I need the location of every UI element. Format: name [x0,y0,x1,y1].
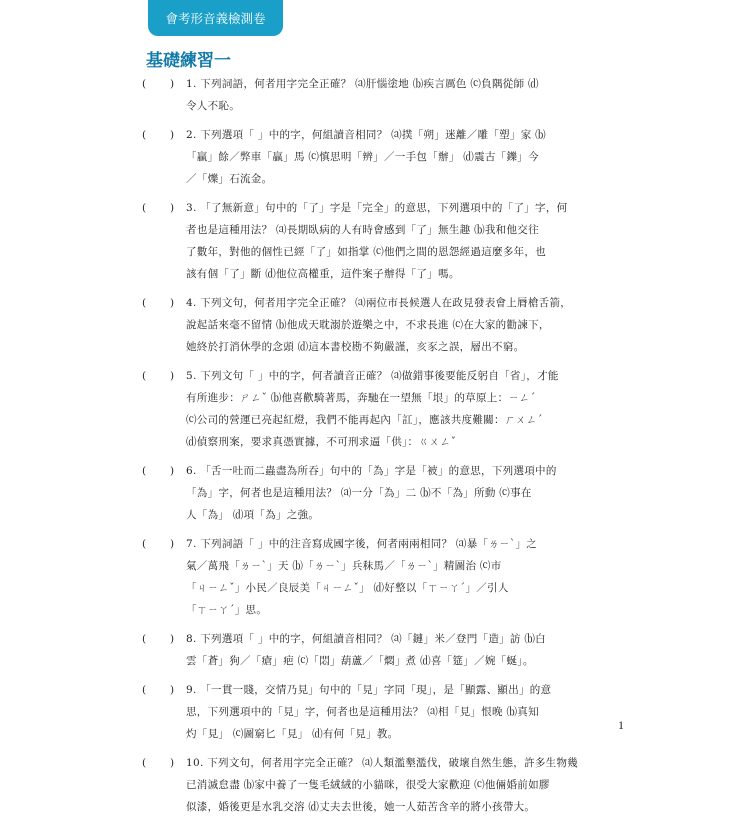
header-tab [148,0,283,36]
answer-paren-close: ) [170,370,175,382]
question-text-line: 人「為」 ⒟項「為」之強。 [186,509,320,521]
question-text-line: 令人不恥。 [186,100,240,112]
question-text-line: 了數年，對他的個性已經「了」如指掌 ⒞他們之間的恩怨經過這麼多年，也 [186,246,547,258]
answer-paren-open: ( [142,465,147,477]
answer-paren-open: ( [142,684,147,696]
question-item [142,628,630,672]
answer-paren-open: ( [142,757,147,769]
question-text-line: 「ㄒㄧㄚˊ」思。 [186,604,268,616]
question-text-line: ／「爍」石流金。 [186,173,273,185]
question-item [142,197,630,285]
answer-paren-close: ) [170,129,175,141]
question-text-line: 「ㄐㄧㄥˇ」小民／良辰美「ㄐㄧㄥˇ」 ⒟好整以「ㄒㄧㄚˊ」／引人 [186,582,509,594]
answer-paren-open: ( [142,370,147,382]
question-text-line: 9. 「一貫一賤，交情乃見」句中的「見」字同「現」，是「顯露、顯出」的意 [186,684,552,696]
question-item [142,292,630,358]
question-text-line: 她終於打消休學的念頭 ⒟這本書校勘不夠嚴謹，亥豕之誤，層出不窮。 [186,341,525,353]
question-item [142,460,630,526]
header-tab-label: 會考形音義檢測卷 [165,11,266,26]
page-number: 1 [618,718,624,732]
question-item [142,365,630,453]
answer-paren-open: ( [142,78,147,90]
question-text-line: 4. 下列文句，何者用字完全正確？ ⒜兩位市長候選人在政見發表會上脣槍舌箭， [186,297,572,309]
answer-paren-close: ) [170,538,175,550]
question-text-line: 「贏」餘／弊車「贏」馬 ⒞慎思明「辨」／一手包「辦」 ⒟震古「鑠」今 [186,151,539,163]
question-text-line: 6. 「舌一吐而二蟲盡為所吞」句中的「為」字是「被」的意思，下列選項中的 [186,465,557,477]
answer-paren-close: ) [170,633,175,645]
answer-paren-close: ) [170,684,175,696]
question-text-line: 說起話來毫不留情 ⒝他成天耽溺於遊樂之中，不求長進 ⒞在大家的勸諫下， [186,319,550,331]
question-text-line: 似漆，婚後更是水乳交溶 ⒟丈夫去世後，她一人茹苦含辛的將小孩帶大。 [186,801,536,813]
answer-paren-open: ( [142,297,147,309]
question-text-line: 氣／萬飛「ㄌㄧˋ」天 ⒝「ㄌㄧˋ」兵秣馬／「ㄌㄧˋ」精圖治 ⒞市 [186,560,502,572]
answer-paren-open: ( [142,202,147,214]
question-text-line: 2. 下列選項「 」中的字，何組讀音相同？ ⒜撲「朔」迷離／雕「塑」家 ⒝ [186,129,546,141]
answer-paren-open: ( [142,129,147,141]
section-title: 基礎練習一 [146,51,231,71]
question-text-line: 「為」字，何者也是這種用法？ ⒜一分「為」二 ⒝不「為」所動 ⒞事在 [186,487,532,499]
question-item [142,679,630,745]
question-item [142,124,630,190]
question-text-line: 3. 「了無新意」句中的「了」字是「完全」的意思，下列選項中的「了」字，何 [186,202,568,214]
question-text-line: 灼「見」 ⒞圖窮匕「見」 ⒟有何「見」教。 [186,728,399,740]
question-list [142,73,630,825]
answer-paren-close: ) [170,78,175,90]
question-text-line: 思，下列選項中的「見」字，何者也是這種用法？ ⒜相「見」恨晚 ⒝真知 [186,706,539,718]
question-text-line: 10. 下列文句，何者用字完全正確？ ⒜人類濫墾濫伐，破壞自然生態，許多生物幾 [186,757,579,769]
question-item [142,73,630,117]
question-text-line: 5. 下列文句「 」中的字，何者讀音正確？ ⒜做錯事後要能反躬自「省」，才能 [186,370,559,382]
answer-paren-open: ( [142,633,147,645]
answer-paren-open: ( [142,538,147,550]
question-text-line: ⒞公司的營運已亮起紅燈，我們不能再起內「訌」，應該共度難關：ㄏㄨㄥˊ [186,414,543,426]
question-text-line: 雲「蒼」狗／「瘡」疤 ⒞「悶」葫蘆／「燜」煮 ⒟喜「筵」／婉「蜒」。 [186,655,534,667]
answer-paren-close: ) [170,465,175,477]
question-text-line: ⒟偵察刑案，要求真憑實據，不可刑求逼「供」：ㄍㄨㄥˇ [186,436,457,448]
question-item [142,752,630,818]
question-text-line: 者也是這種用法？ ⒜長期臥病的人有時會感到「了」無生趣 ⒝我和他交往 [186,224,539,236]
question-item [142,533,630,621]
answer-paren-close: ) [170,297,175,309]
question-text-line: 7. 下列詞語「 」中的注音寫成國字後，何者兩兩相同？ ⒜暴「ㄌㄧˋ」之 [186,538,538,550]
question-text-line: 該有個「了」斷 ⒟他位高權重，這件案子辦得「了」嗎。 [186,268,460,280]
question-text-line: 8. 下列選項「 」中的字，何組讀音相同？ ⒜「鏈」米／登門「造」訪 ⒝白 [186,633,546,645]
question-text-line: 已消滅怠盡 ⒝家中養了一隻毛絨絨的小貓咪，很受大家歡迎 ⒞他倆婚前如膠 [186,779,550,791]
question-text-line: 有所進步：ㄕㄥˇ ⒝他喜歡騎著馬，奔馳在一望無「垠」的草原上：ㄧㄥˊ [186,392,536,404]
answer-paren-close: ) [170,202,175,214]
question-text-line: 1. 下列詞語，何者用字完全正確？ ⒜肝惱塗地 ⒝疾言厲色 ⒞負隅從師 ⒟ [186,78,539,90]
answer-paren-close: ) [170,757,175,769]
